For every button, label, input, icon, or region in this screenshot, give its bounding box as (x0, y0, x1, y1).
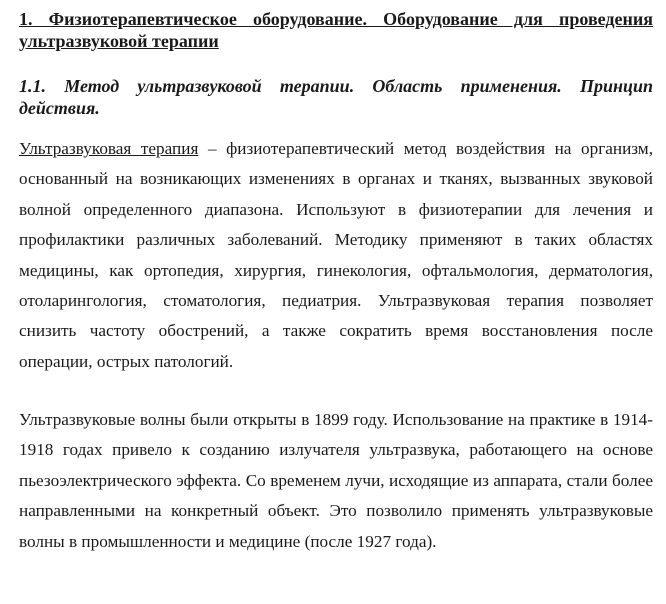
term-ultrasound-therapy: Ультразвуковая терапия (19, 139, 199, 158)
subsection-heading: 1.1. Метод ультразвуковой терапии. Область применения. Принцип действия. (19, 76, 653, 118)
section-heading: 1. Физиотерапевтическое оборудование. Оборудование для проведения ультразвуковой терапии (19, 9, 653, 51)
paragraph-1-text: – физиотерапевтический метод воздействия на организм, основанный на возникающих изменениях в органах и тканях, вызванных звуковой волной определенного диапазона. Используют в физиотерапии для лечения и профилактики различных заболеваний. Методику применяют в таких областях медицины, как ортопедия, хирургия, гинекология, офтальмология, дерматология, отоларингология, стоматология, педиатрия. Ультразвуковая терапия позволяет снизить частоту обострений, а также сократить время восстановления после операции, острых патологий. (19, 139, 653, 371)
paragraph-history: Ультразвуковые волны были открыты в 1899 году. Использование на практике в 1914-1918 годах привело к созданию излучателя ультразвука, работающего на основе пьезоэлектрического эффекта. Со временем лучи, исходящие из аппарата, стали более направленными на конкретный объект. Это позволило применять ультразвуковые волны в промышленности и медицине (после 1927 года). (19, 410, 653, 551)
paragraph-ultrasound-therapy (19, 134, 653, 377)
